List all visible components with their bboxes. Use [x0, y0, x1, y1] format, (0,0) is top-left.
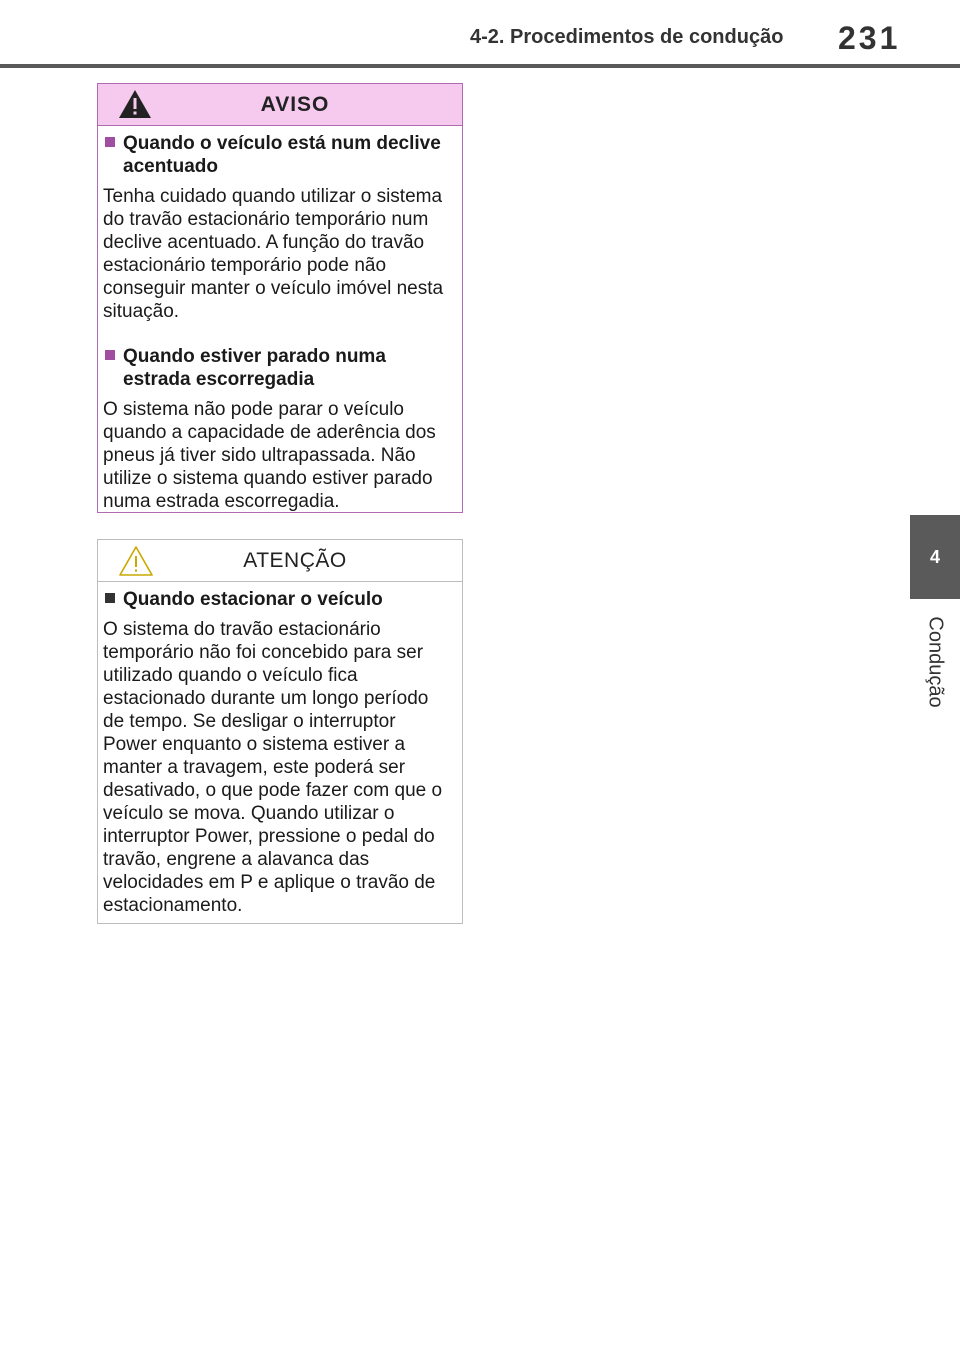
warning-triangle-filled-icon	[118, 89, 152, 124]
bullet-square-icon	[105, 137, 115, 147]
chapter-tab[interactable]	[910, 515, 960, 599]
chapter-label: Condução	[924, 616, 947, 708]
warning-section	[103, 345, 454, 513]
caution-box-header	[98, 540, 462, 582]
warning-section-title: Quando estiver parado numa estrada escorregadia	[123, 346, 386, 390]
caution-heading: ATENÇÃO	[243, 548, 347, 572]
warning-heading: AVISO	[260, 92, 330, 116]
bullet-square-icon	[105, 350, 115, 360]
warning-section-title: Quando o veículo está num declive acentuado	[123, 133, 441, 177]
section-title: 4-2. Procedimentos de condução	[470, 26, 784, 48]
warning-section	[103, 132, 454, 323]
caution-section-text: O sistema do travão estacionário temporário não foi concebido para ser utilizado quando o veículo fica estacionado durante um longo período de tempo. Se desligar o interruptor Power enquanto o sistema estiver a manter a travagem, este poderá ser desativado, o que pode fazer com que o veículo se mova. Quando utilizar o interruptor Power, pressione o pedal do travão, engrene a alavanca das velocidades em P e aplique o travão de estacionamento.	[103, 619, 443, 916]
warning-section-text: O sistema não pode parar o veículo quando a capacidade de aderência dos pneus já tiver sido ultrapassada. Não utilize o sistema quando estiver parado numa estrada escorregadia.	[103, 399, 436, 512]
warning-section-text: Tenha cuidado quando utilizar o sistema do travão estacionário temporário num declive acentuado. A função do travão estacionário temporário pode não conseguir manter o veículo imóvel nesta situação.	[103, 186, 444, 322]
caution-box	[97, 539, 463, 924]
caution-triangle-outline-icon	[118, 545, 154, 582]
caution-section	[103, 588, 454, 917]
warning-box-header	[98, 84, 462, 126]
warning-box	[97, 83, 463, 513]
chapter-number: 4	[929, 546, 940, 567]
bullet-square-icon	[105, 593, 115, 603]
page-number: 231	[838, 20, 901, 56]
caution-section-title: Quando estacionar o veículo	[123, 589, 383, 610]
header-divider	[0, 64, 960, 68]
